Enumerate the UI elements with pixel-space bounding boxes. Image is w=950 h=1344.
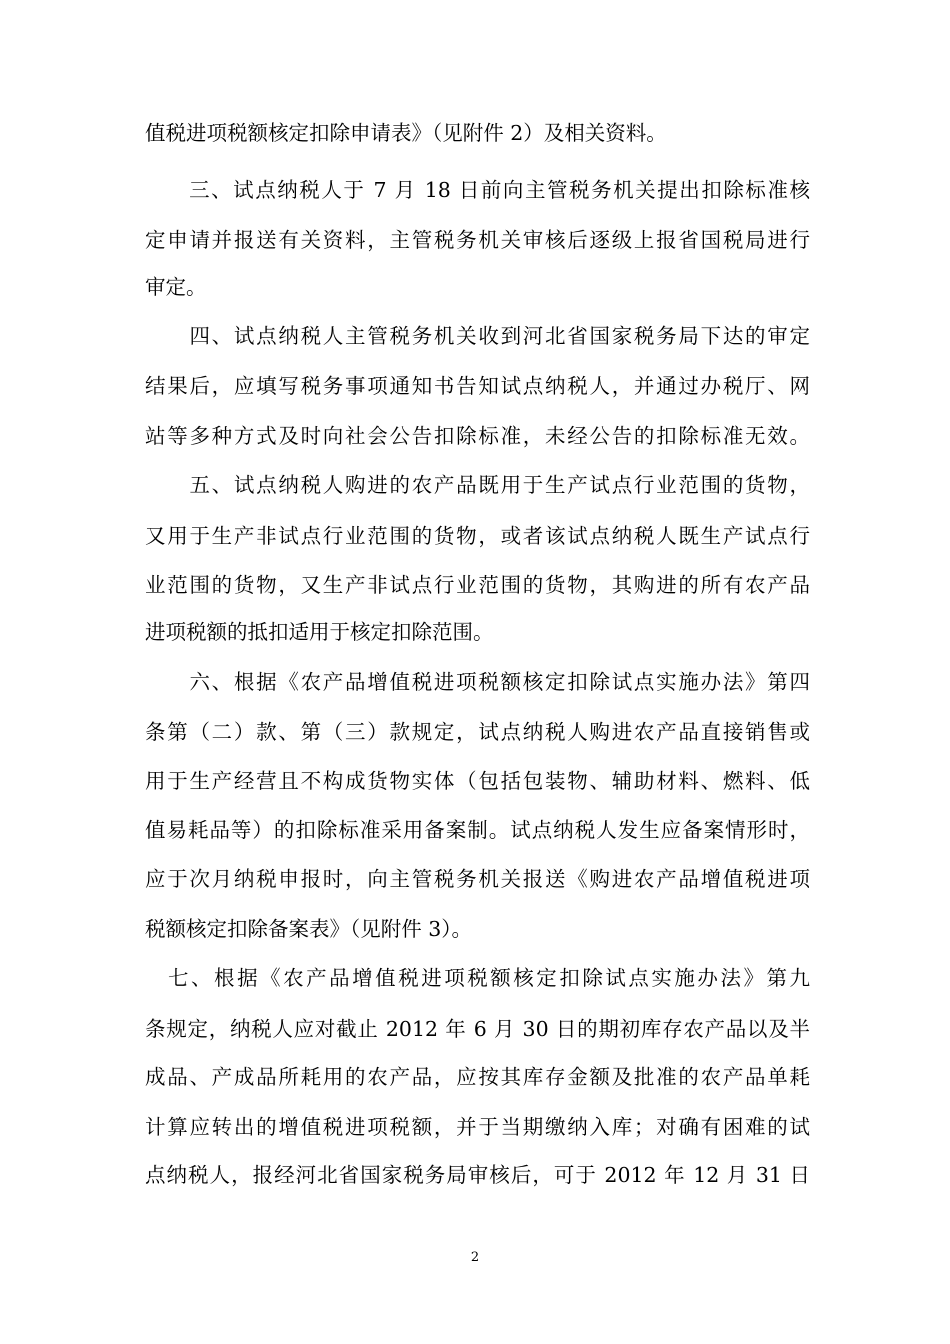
paragraph-line: 七、根据《农产品增值税进项税额核定扣除试点实施办法》第九 bbox=[145, 966, 810, 990]
paragraph-line: 三、试点纳税人于 7 月 18 日前向主管税务机关提出扣除标准核 bbox=[145, 178, 810, 202]
paragraph-line: 值税进项税额核定扣除申请表》（见附件 2）及相关资料。 bbox=[145, 121, 667, 145]
paragraph-line: 四、试点纳税人主管税务机关收到河北省国家税务局下达的审定 bbox=[145, 324, 810, 348]
paragraph-line: 进项税额的抵扣适用于核定扣除范围。 bbox=[145, 620, 494, 644]
paragraph-line: 税额核定扣除备案表》（见附件 3）。 bbox=[145, 917, 473, 941]
paragraph-line: 条规定，纳税人应对截止 2012 年 6 月 30 日的期初库存农产品以及半 bbox=[145, 1017, 810, 1041]
paragraph-line: 审定。 bbox=[145, 275, 207, 299]
paragraph-line: 计算应转出的增值税进项税额，并于当期缴纳入库；对确有困难的试 bbox=[145, 1115, 810, 1139]
paragraph-line: 应于次月纳税申报时，向主管税务机关报送《购进农产品增值税进项 bbox=[145, 867, 810, 891]
paragraph-line: 用于生产经营且不构成货物实体（包括包装物、辅助材料、燃料、低 bbox=[145, 769, 810, 793]
paragraph-line: 结果后，应填写税务事项通知书告知试点纳税人，并通过办税厅、网 bbox=[145, 374, 810, 398]
paragraph-line: 业范围的货物，又生产非试点行业范围的货物，其购进的所有农产品 bbox=[145, 573, 810, 597]
paragraph-line: 六、根据《农产品增值税进项税额核定扣除试点实施办法》第四 bbox=[145, 670, 810, 694]
paragraph-line: 站等多种方式及时向社会公告扣除标准，未经公告的扣除标准无效。 bbox=[145, 424, 810, 448]
page-number: 2 bbox=[470, 1250, 480, 1265]
paragraph-line: 定申请并报送有关资料，主管税务机关审核后逐级上报省国税局进行 bbox=[145, 228, 810, 252]
paragraph-line: 成品、产成品所耗用的农产品，应按其库存金额及批准的农产品单耗 bbox=[145, 1065, 810, 1089]
paragraph-line: 条第（二）款、第（三）款规定，试点纳税人购进农产品直接销售或 bbox=[145, 720, 810, 744]
paragraph-line: 值易耗品等）的扣除标准采用备案制。试点纳税人发生应备案情形时， bbox=[145, 818, 810, 842]
paragraph-line: 点纳税人，报经河北省国家税务局审核后，可于 2012 年 12 月 31 日 bbox=[145, 1163, 810, 1187]
paragraph-line: 五、试点纳税人购进的农产品既用于生产试点行业范围的货物， bbox=[145, 473, 810, 497]
paragraph-line: 又用于生产非试点行业范围的货物，或者该试点纳税人既生产试点行 bbox=[145, 524, 810, 548]
